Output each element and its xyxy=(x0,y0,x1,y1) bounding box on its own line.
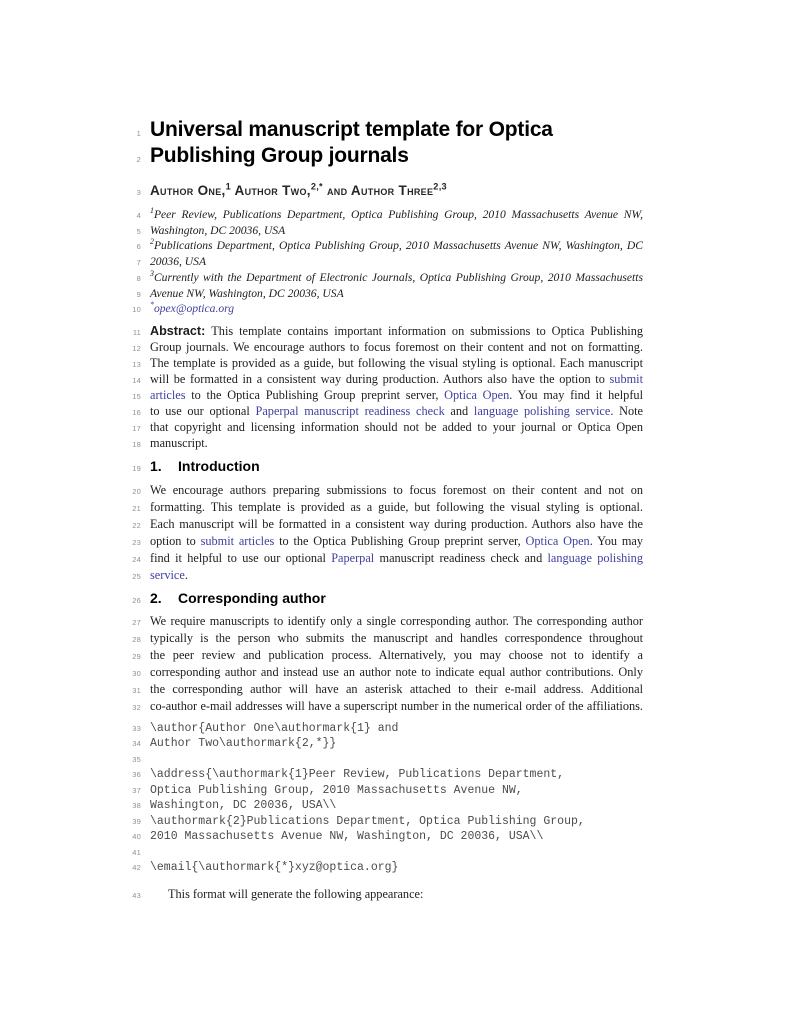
text-segment: Washington, DC 20036, USA\\ xyxy=(150,799,337,813)
doc-line xyxy=(119,183,794,199)
superscript: 2 xyxy=(150,237,154,247)
text-segment: to the Optica Publishing Group preprint server, xyxy=(274,533,526,548)
doc-line xyxy=(119,323,794,339)
doc-line xyxy=(119,270,794,286)
text-segment: corresponding author and instead use an author note to indicate equal author contributions. Only xyxy=(150,664,643,679)
code-line xyxy=(150,814,643,830)
text-segment: Washington, DC 20036, USA xyxy=(150,223,286,237)
line-number: 15 xyxy=(132,391,141,401)
doc-line xyxy=(119,845,794,861)
text-segment: Currently with the Department of Electronic Journals, Optica Publishing Group, 2010 Massachusetts xyxy=(153,270,643,284)
line-number: 3 xyxy=(136,188,141,197)
line-number: 28 xyxy=(132,634,141,644)
doc-line xyxy=(119,860,794,876)
text-line xyxy=(150,419,643,435)
affiliation-line xyxy=(150,207,643,223)
line-number: 1 xyxy=(136,129,141,138)
code-line xyxy=(150,829,643,845)
doc-line xyxy=(119,482,794,499)
hyperlink[interactable]: service xyxy=(150,567,185,582)
text-line xyxy=(150,630,643,647)
line-number: 13 xyxy=(132,359,141,369)
doc-line xyxy=(119,613,794,630)
text-line xyxy=(150,886,643,903)
text-segment: the corresponding author will have an asterisk attached to their e-mail address. Additional xyxy=(150,681,643,696)
doc-line xyxy=(119,301,794,317)
line-number: 33 xyxy=(132,723,141,733)
text-segment: co-author e-mail addresses will have a superscript number in the numerical order of the affiliations. xyxy=(150,698,643,713)
line-number: 27 xyxy=(132,617,141,627)
doc-line xyxy=(119,783,794,799)
doc-line xyxy=(119,516,794,533)
page-title-line xyxy=(150,143,643,169)
affiliation-line xyxy=(150,286,643,302)
hyperlink[interactable]: articles xyxy=(150,387,186,402)
page-title-line xyxy=(150,117,643,143)
doc-line xyxy=(119,355,794,371)
text-line xyxy=(150,647,643,664)
doc-line xyxy=(119,339,794,355)
text-line xyxy=(150,355,643,371)
text-segment: will be formatted in a consistent way during production. Authors also have the option to xyxy=(150,371,610,386)
hyperlink[interactable]: language polishing xyxy=(547,550,643,565)
text-segment: typically is the person who submits the manuscript and handles correspondence throughout xyxy=(150,630,643,645)
line-number: 43 xyxy=(132,890,141,900)
affiliation-line xyxy=(150,301,643,317)
doc-line xyxy=(119,752,794,768)
text-line xyxy=(150,664,643,681)
doc-line xyxy=(119,387,794,403)
text-line xyxy=(150,435,643,451)
superscript: 1 xyxy=(150,206,154,216)
text-segment: manuscript. xyxy=(150,435,208,450)
text-segment: . Note xyxy=(610,403,643,418)
text-segment: \author{Author One\authormark{1} and xyxy=(150,721,399,735)
line-number: 14 xyxy=(132,375,141,385)
superscript: 2,3 xyxy=(433,181,447,192)
line-number: 5 xyxy=(136,226,141,236)
text-segment: 1. xyxy=(150,457,162,474)
doc-line xyxy=(119,419,794,435)
text-segment: Publications Department, Optica Publishing Group, 2010 Massachusetts Avenue NW, Washington, DC xyxy=(153,239,643,253)
line-number: 37 xyxy=(132,785,141,795)
doc-line xyxy=(119,721,794,737)
doc-line xyxy=(119,371,794,387)
superscript: 1 xyxy=(225,181,231,192)
text-line xyxy=(150,482,643,499)
doc-line xyxy=(119,567,794,584)
text-segment: 20036, USA xyxy=(150,255,207,269)
line-number: 39 xyxy=(132,816,141,826)
superscript: 3 xyxy=(150,268,154,278)
line-number: 24 xyxy=(132,554,141,564)
text-segment: 2. xyxy=(150,589,162,606)
text-segment: Abstract: xyxy=(150,323,206,338)
text-segment: Group journals. We encourage authors to focus foremost on their content and not on formatting. xyxy=(150,339,643,354)
authors-line xyxy=(150,183,643,199)
text-segment: Author One, xyxy=(150,183,226,198)
line-number: 42 xyxy=(132,863,141,873)
text-segment: find it helpful to use our optional xyxy=(150,550,332,565)
hyperlink[interactable]: Paperpal xyxy=(331,550,375,565)
text-segment: Author Two, xyxy=(230,183,311,198)
text-segment: Each manuscript will be formatted in a consistent way during production. Authors also have the xyxy=(150,516,643,531)
line-number: 2 xyxy=(136,155,141,164)
affiliation-line xyxy=(150,238,643,254)
text-segment: that copyright and licensing information should not be added to your journal or Optica Open xyxy=(150,419,643,434)
hyperlink[interactable]: language polishing service xyxy=(473,403,611,418)
line-number: 38 xyxy=(132,801,141,811)
doc-line xyxy=(119,736,794,752)
text-segment: formatting. This template is provided as a guide, but following the visual styling is optional. xyxy=(150,499,643,514)
doc-line xyxy=(119,681,794,698)
text-segment: . xyxy=(184,567,188,582)
document-body xyxy=(119,117,794,903)
line-number: 25 xyxy=(132,571,141,581)
line-number: 41 xyxy=(132,847,141,857)
text-line xyxy=(150,403,643,419)
text-line xyxy=(150,550,643,567)
text-segment: \authormark{2}Publications Department, Optica Publishing Group, xyxy=(150,814,585,828)
code-line xyxy=(150,752,643,768)
text-line xyxy=(150,499,643,516)
text-segment: the peer review and publication process. Alternatively, you may choose not to identify a xyxy=(150,647,643,662)
text-segment: option to xyxy=(150,533,201,548)
line-number: 22 xyxy=(132,520,141,530)
line-number: 40 xyxy=(132,832,141,842)
doc-line xyxy=(119,143,794,169)
text-segment: Publishing Group journals xyxy=(150,144,409,167)
code-line xyxy=(150,860,643,876)
line-number: 32 xyxy=(132,702,141,712)
hyperlink[interactable]: Optica Open xyxy=(444,387,510,402)
text-segment: Corresponding author xyxy=(178,589,326,606)
text-segment: This template contains important information on submissions to Optica Publishing xyxy=(211,323,643,338)
section-heading xyxy=(150,589,643,607)
doc-line xyxy=(119,647,794,664)
text-line xyxy=(150,533,643,550)
doc-line xyxy=(119,664,794,681)
text-line xyxy=(150,613,643,630)
doc-line xyxy=(119,403,794,419)
line-number: 11 xyxy=(132,327,141,337)
code-line xyxy=(150,845,643,861)
line-number: 9 xyxy=(136,289,141,299)
line-number: 7 xyxy=(136,258,141,268)
line-number: 12 xyxy=(132,343,141,353)
text-line xyxy=(150,516,643,533)
text-line xyxy=(150,339,643,355)
doc-line xyxy=(119,630,794,647)
line-number: 31 xyxy=(132,685,141,695)
text-segment: Peer Review, Publications Department, Optica Publishing Group, 2010 Massachusetts Avenue NW, xyxy=(153,208,643,221)
line-number: 8 xyxy=(136,273,141,283)
line-number: 16 xyxy=(132,407,141,417)
text-segment: to the Optica Publishing Group preprint server, xyxy=(185,387,445,402)
line-number: 26 xyxy=(132,595,141,605)
text-segment: to use our optional xyxy=(150,403,256,418)
text-segment: . You may find it helpful xyxy=(509,387,643,402)
text-segment: and xyxy=(444,403,474,418)
line-number: 6 xyxy=(136,242,141,252)
text-segment: We require manuscripts to identify only a single corresponding author. The corresponding author xyxy=(150,613,643,628)
text-segment: Universal manuscript template for Optica xyxy=(150,118,553,141)
text-segment: This format will generate the following appearance: xyxy=(168,886,424,901)
doc-line xyxy=(119,207,794,223)
affiliation-line xyxy=(150,270,643,286)
text-line xyxy=(150,567,643,584)
line-number: 36 xyxy=(132,770,141,780)
text-line xyxy=(150,371,643,387)
code-line xyxy=(150,767,643,783)
text-segment: We encourage authors preparing submissions to focus foremost on their content and not on xyxy=(150,482,643,497)
affiliation-line xyxy=(150,254,643,270)
text-segment: Introduction xyxy=(178,457,260,474)
doc-line xyxy=(119,238,794,254)
line-number: 35 xyxy=(132,754,141,764)
doc-line xyxy=(119,223,794,239)
code-line xyxy=(150,783,643,799)
doc-line xyxy=(119,254,794,270)
text-segment: \address{\authormark{1}Peer Review, Publications Department, xyxy=(150,768,565,782)
doc-line xyxy=(119,499,794,516)
code-line xyxy=(150,736,643,752)
code-line xyxy=(150,721,643,737)
doc-line xyxy=(119,814,794,830)
doc-line xyxy=(119,286,794,302)
line-number: 17 xyxy=(132,423,141,433)
doc-line xyxy=(119,435,794,451)
hyperlink[interactable]: Paperpal manuscript readiness check xyxy=(255,403,445,418)
text-line xyxy=(150,323,643,339)
doc-line xyxy=(119,798,794,814)
text-segment: Avenue NW, Washington, DC 20036, USA xyxy=(150,286,344,300)
text-segment: Optica Publishing Group, 2010 Massachusetts Avenue NW, xyxy=(150,783,523,797)
line-number: 10 xyxy=(132,305,141,315)
doc-line xyxy=(119,533,794,550)
hyperlink[interactable]: opex@optica.org xyxy=(153,302,235,316)
line-number: 34 xyxy=(132,739,141,749)
line-number: 23 xyxy=(132,537,141,547)
doc-line xyxy=(119,589,794,607)
line-number: 18 xyxy=(132,439,141,449)
doc-line xyxy=(119,767,794,783)
text-segment: Author Two\authormark{2,*}} xyxy=(150,737,337,751)
hyperlink[interactable]: submit articles xyxy=(200,533,275,548)
line-number: 30 xyxy=(132,668,141,678)
text-segment: and Author Three xyxy=(322,183,434,198)
hyperlink[interactable]: submit xyxy=(609,371,643,386)
doc-line xyxy=(119,457,794,475)
doc-line xyxy=(119,550,794,567)
text-segment: . You may xyxy=(589,533,644,548)
text-line xyxy=(150,387,643,403)
line-number: 20 xyxy=(132,486,141,496)
line-number: 4 xyxy=(136,211,141,220)
section-heading xyxy=(150,457,643,475)
doc-line xyxy=(119,117,794,143)
text-segment: manuscript readiness check and xyxy=(374,550,548,565)
line-number: 29 xyxy=(132,651,141,661)
code-line xyxy=(150,798,643,814)
text-segment: \email{\authormark{*}xyz@optica.org} xyxy=(150,861,399,875)
doc-line xyxy=(119,698,794,715)
hyperlink[interactable]: Optica Open xyxy=(525,533,590,548)
line-number: 21 xyxy=(132,503,141,513)
superscript: 2,* xyxy=(310,181,323,192)
hyperlink[interactable]: * xyxy=(150,300,154,310)
text-segment: 2010 Massachusetts Avenue NW, Washington, DC 20036, USA\\ xyxy=(150,830,544,844)
text-line xyxy=(150,698,643,715)
text-segment: The template is provided as a guide, but following the visual styling is optional. Each manuscript xyxy=(150,355,643,370)
doc-line xyxy=(119,886,794,903)
line-number: 19 xyxy=(132,463,141,473)
text-line xyxy=(150,681,643,698)
affiliation-line xyxy=(150,223,643,239)
doc-line xyxy=(119,829,794,845)
